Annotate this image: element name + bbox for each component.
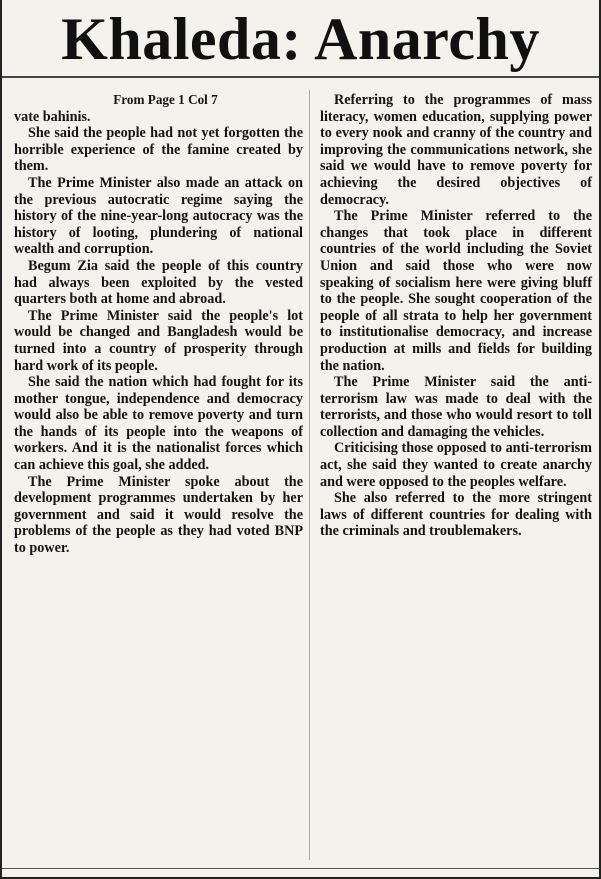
- left-column: [14, 92, 303, 557]
- paragraph: She said the nation which had fought for its mother tongue, independence and democracy would also be able to remove poverty and turn the hands of its people into the weapons of workers. And it is the nationalist forces which can achieve this goal, she added.: [14, 374, 303, 474]
- paragraph: The Prime Minister said the people's lot would be changed and Bangladesh would be turned into a country of prosperity through hard work of its people.: [14, 307, 303, 374]
- column-divider: [309, 90, 310, 860]
- right-column: [320, 92, 592, 540]
- paragraph: The Prime Minister also made an attack on the previous autocratic regime saying the history of the nine-year-long autocracy was the history of looting, plundering of national wealth and corruption.: [14, 174, 303, 258]
- paragraph: The Prime Minister spoke about the development programmes undertaken by her government and said it would resolve the problems of the people as they had voted BNP to power.: [14, 473, 303, 557]
- paragraph: Criticising those opposed to anti-terrorism act, she said they wanted to create anarchy and were opposed to the peoples welfare.: [320, 440, 592, 490]
- paragraph: Referring to the programmes of mass literacy, women education, supplying power to every nook and cranny of the country and improving the communications network, she said we would have to remove poverty for achieving the desired objectives of democracy.: [320, 92, 592, 208]
- paragraph: The Prime Minister said the anti-terrorism law was made to deal with the terrorists, and those who would resort to toll collection and damaging the vehicles.: [320, 374, 592, 440]
- headline: Khaleda: Anarchy: [61, 6, 540, 72]
- paragraph: She also referred to the more stringent laws of different countries for dealing with the criminals and troublemakers.: [320, 490, 592, 540]
- paragraph: vate bahinis.: [14, 108, 91, 125]
- paragraph: She said the people had not yet forgotten the horrible experience of the famine created by them.: [14, 125, 303, 175]
- paragraph: The Prime Minister referred to the changes that took place in different countries of the world including the Soviet Union and said those who were now speaking of socialism here were giving bluff to the people. She sought cooperation of the people of all strata to help her government to institutionalise democracy, and increase production at mills and fields for building the nation.: [320, 208, 592, 374]
- paragraph: Begum Zia said the people of this country had always been exploited by the vested quarters both at home and abroad.: [14, 257, 303, 308]
- headline-rule: [2, 76, 599, 78]
- bottom-rule: [2, 868, 599, 869]
- jump-line: From Page 1 Col 7: [113, 92, 218, 107]
